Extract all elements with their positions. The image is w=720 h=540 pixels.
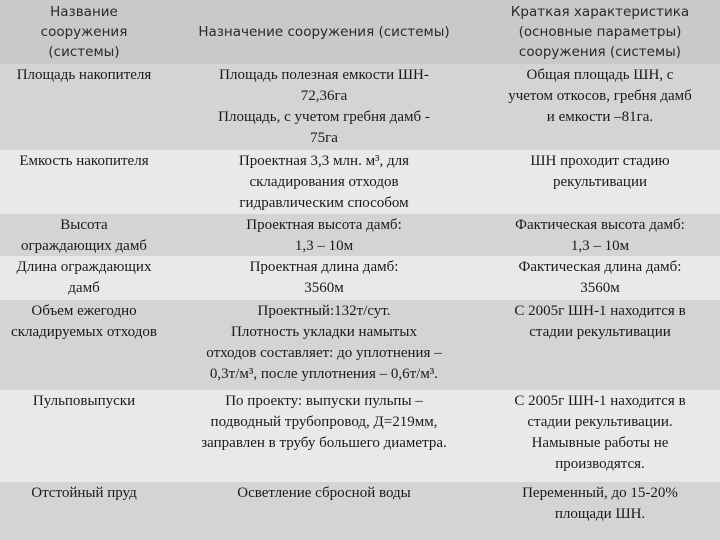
row-3-characteristic-cell-line: 3560м	[580, 280, 620, 296]
row-5-characteristic-cell-line: С 2005г ШН-1 находится в	[514, 393, 686, 409]
row-4-purpose-cell	[168, 300, 480, 390]
row-2-name-cell	[0, 214, 168, 256]
row-1-name-cell-line: Емкость накопителя	[19, 153, 149, 169]
row-1-purpose-cell-line: гидравлическим способом	[239, 195, 409, 211]
row-4-purpose-cell-line: Плотность укладки намытых	[231, 324, 417, 340]
row-3-name-cell-line: дамб	[68, 280, 100, 296]
header-name-cell-line: сооружения	[40, 24, 128, 40]
row-3-purpose-cell-line: 3560м	[304, 280, 344, 296]
row-0-purpose-cell-line: 72,36га	[300, 88, 348, 104]
row-4-characteristic-cell-line: С 2005г ШН-1 находится в	[514, 303, 686, 319]
header-name-cell-line: Название	[50, 4, 118, 20]
row-0-characteristic-cell	[480, 64, 720, 150]
header-name-cell	[0, 0, 168, 64]
row-6-name-cell-line: Отстойный пруд	[31, 485, 137, 501]
header-purpose-cell	[168, 0, 480, 64]
row-0-purpose-cell-line: Площадь полезная емкости ШН-	[219, 67, 429, 83]
row-2-purpose-cell	[168, 214, 480, 256]
row-2-characteristic-cell-line: 1,3 – 10м	[570, 238, 630, 254]
row-5-purpose-cell	[168, 390, 480, 482]
row-2-purpose-cell-line: 1,3 – 10м	[294, 238, 354, 254]
row-3-name-cell	[0, 256, 168, 300]
header-characteristic-cell	[480, 0, 720, 64]
row-0-purpose-cell-line: Площадь, с учетом гребня дамб -	[218, 109, 430, 125]
row-1-characteristic-cell-line: ШН проходит стадию	[530, 153, 670, 169]
row-4-name-cell	[0, 300, 168, 390]
row-3-characteristic-cell-line: Фактическая длина дамб:	[518, 259, 682, 275]
row-2-characteristic-cell-line: Фактическая высота дамб:	[515, 217, 685, 233]
row-4-purpose-cell-line: 0,3т/м³, после уплотнения – 0,6т/м³.	[209, 366, 439, 382]
row-3-name-cell-line: Длина ограждающих	[16, 259, 152, 275]
row-5-purpose-cell-line: подводный трубопровод, Д=219мм,	[210, 414, 438, 430]
row-2-characteristic-cell	[480, 214, 720, 256]
header-characteristic-cell-line: Краткая характеристика	[510, 4, 690, 20]
row-0-characteristic-cell-line: учетом откосов, гребня дамб	[508, 88, 692, 104]
row-4-purpose-cell-line: Проектный:132т/сут.	[257, 303, 391, 319]
row-0-purpose-cell-line: 75га	[310, 130, 338, 146]
row-2-name-cell-line: ограждающих дамб	[21, 238, 147, 254]
row-2-purpose-cell-line: Проектная высота дамб:	[246, 217, 402, 233]
row-5-characteristic-cell-line: производятся.	[555, 456, 645, 472]
row-6-characteristic-cell-line: Переменный, до 15-20%	[522, 485, 678, 501]
row-1-characteristic-cell-line: рекультивации	[552, 174, 648, 190]
row-4-name-cell-line: складируемых отходов	[11, 324, 157, 340]
header-purpose-cell-line: Назначение сооружения (системы)	[198, 24, 450, 40]
row-6-purpose-cell	[168, 482, 480, 540]
row-5-name-cell	[0, 390, 168, 482]
row-6-characteristic-cell-line: площади ШН.	[554, 506, 646, 522]
row-6-characteristic-cell	[480, 482, 720, 540]
row-6-purpose-cell-line: Осветление сбросной воды	[237, 485, 411, 501]
row-1-purpose-cell-line: Проектная 3,3 млн. м³, для	[238, 153, 410, 169]
row-5-purpose-cell-line: заправлен в трубу большего диаметра.	[201, 435, 447, 451]
row-2-name-cell-line: Высота	[60, 217, 108, 233]
row-0-name-cell-line: Площадь накопителя	[16, 67, 152, 83]
row-1-purpose-cell	[168, 150, 480, 214]
header-characteristic-cell-line: (основные параметры)	[518, 24, 682, 40]
row-4-characteristic-cell	[480, 300, 720, 390]
row-6-name-cell	[0, 482, 168, 540]
row-1-name-cell	[0, 150, 168, 214]
header-name-cell-line: (системы)	[48, 44, 120, 60]
row-0-characteristic-cell-line: Общая площадь ШН, с	[526, 67, 674, 83]
row-0-purpose-cell	[168, 64, 480, 150]
row-1-characteristic-cell	[480, 150, 720, 214]
row-4-purpose-cell-line: отходов составляет: до уплотнения –	[206, 345, 442, 361]
row-3-purpose-cell-line: Проектная длина дамб:	[249, 259, 399, 275]
row-0-characteristic-cell-line: и емкости –81га.	[546, 109, 654, 125]
header-characteristic-cell-line: сооружения (системы)	[518, 44, 682, 60]
row-4-characteristic-cell-line: стадии рекультивации	[529, 324, 671, 340]
row-0-name-cell	[0, 64, 168, 150]
row-5-name-cell-line: Пульповыпуски	[32, 393, 136, 409]
row-4-name-cell-line: Объем ежегодно	[31, 303, 137, 319]
row-5-characteristic-cell-line: стадии рекультивации.	[527, 414, 673, 430]
row-3-purpose-cell	[168, 256, 480, 300]
row-5-purpose-cell-line: По проекту: выпуски пульпы –	[225, 393, 423, 409]
row-5-characteristic-cell	[480, 390, 720, 482]
row-3-characteristic-cell	[480, 256, 720, 300]
row-1-purpose-cell-line: складирования отходов	[249, 174, 399, 190]
row-5-characteristic-cell-line: Намывные работы не	[531, 435, 669, 451]
